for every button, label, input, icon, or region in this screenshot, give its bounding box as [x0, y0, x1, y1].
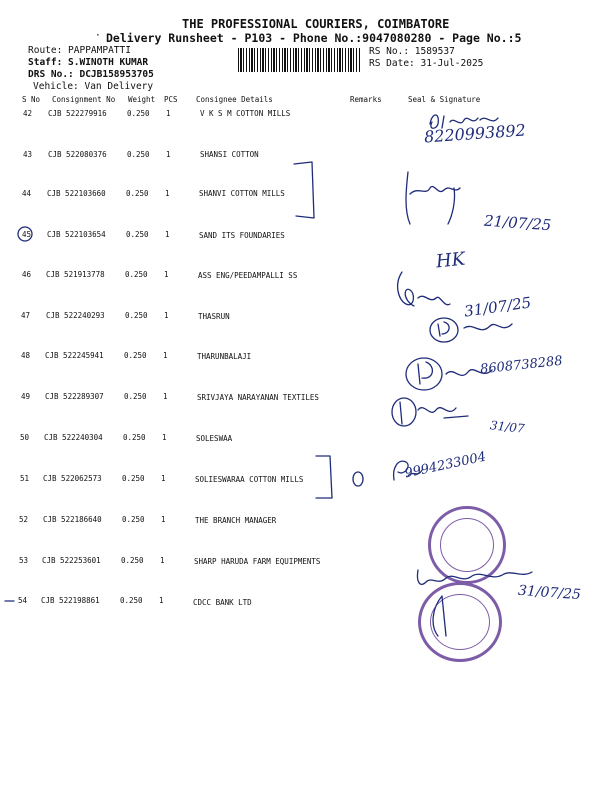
- row-weight: 0.250: [120, 596, 143, 605]
- col-header-sno: S No: [22, 95, 41, 104]
- row-sno: 47: [21, 311, 31, 320]
- drs-number: DRS No.: DCJB158953705: [28, 69, 154, 80]
- row-weight: 0.250: [126, 189, 149, 198]
- row-consignment-no: CJB 522240304: [44, 433, 103, 442]
- row-consignment-no: CJB 522080376: [48, 150, 107, 159]
- col-header-seal: Seal & Signature: [408, 95, 481, 104]
- row-pcs: 1: [160, 556, 165, 565]
- company-title: THE PROFESSIONAL COURIERS, COIMBATORE: [182, 17, 450, 31]
- row-pcs: 1: [164, 311, 169, 320]
- runsheet-subtitle: Delivery Runsheet - P103 - Phone No.:9047080280 - Page No.:5: [106, 31, 522, 45]
- row-consignee: V K S M COTTON MILLS: [200, 109, 291, 118]
- signature-row-44: [400, 166, 480, 230]
- handwritten-date-row-45: 21/07/25: [483, 211, 552, 235]
- row-weight: 0.250: [125, 311, 148, 320]
- handwritten-date-row-53: 31/07/25: [517, 582, 582, 604]
- row-pcs: 1: [159, 596, 164, 605]
- row-pcs: 1: [165, 230, 170, 239]
- row-pcs: 1: [163, 351, 168, 360]
- row-sno: 50: [20, 433, 30, 442]
- row-consignee: ASS ENG/PEEDAMPALLI SS: [198, 271, 298, 280]
- row-sno: 53: [19, 556, 29, 565]
- row-consignment-no: CJB 522103660: [47, 189, 106, 198]
- row-weight: 0.250: [124, 351, 147, 360]
- row-consignee: CDCC BANK LTD: [193, 598, 252, 607]
- row-weight: 0.250: [123, 433, 146, 442]
- row-consignment-no: CJB 522279916: [48, 109, 107, 118]
- handwritten-phone-row-48: 8608738288: [479, 353, 564, 378]
- signature-row-53: [412, 562, 552, 642]
- row-weight: 0.250: [121, 556, 144, 565]
- row-pcs: 1: [165, 189, 170, 198]
- row-consignment-no: CJB 522062573: [43, 474, 102, 483]
- vehicle-label: Vehicle: Van Delivery: [33, 81, 154, 92]
- row-consignment-no: CJB 522289307: [45, 392, 104, 401]
- row-consignment-no: CJB 522198861: [41, 596, 100, 605]
- row-sno: 42: [23, 109, 33, 118]
- col-header-weight: Weight: [128, 95, 156, 104]
- col-header-pcs: PCS: [164, 95, 178, 104]
- row-consignee: SHARP HARUDA FARM EQUIPMENTS: [194, 557, 321, 566]
- row-consignment-no: CJB 522186640: [43, 515, 102, 524]
- row-consignment-no: CJB 522253601: [42, 556, 101, 565]
- row-consignee: THASRUN: [198, 312, 230, 321]
- row-consignee: THARUNBALAJI: [197, 352, 252, 361]
- row-weight: 0.250: [127, 109, 150, 118]
- row-sno: 54: [18, 596, 28, 605]
- row-pcs: 1: [161, 474, 166, 483]
- row-weight: 0.250: [124, 392, 147, 401]
- row-sno: 48: [21, 351, 31, 360]
- row-sno: 49: [21, 392, 31, 401]
- signature-row-49: [388, 392, 478, 432]
- row-pcs: 1: [164, 270, 169, 279]
- header-dot: ·: [95, 30, 101, 41]
- row-45-circle-mark: [14, 223, 38, 245]
- bracket-mark-row-44: [290, 158, 326, 224]
- row-consignee: THE BRANCH MANAGER: [195, 516, 277, 525]
- row-pcs: 1: [166, 109, 171, 118]
- row-pcs: 1: [161, 515, 166, 524]
- handwritten-date-row-49: 31/07: [489, 418, 526, 436]
- rs-date: RS Date: 31-Jul-2025: [369, 58, 484, 69]
- row-sno: 51: [20, 474, 30, 483]
- row-consignment-no: CJB 522240293: [46, 311, 105, 320]
- staff-label: Staff: S.WINOTH KUMAR: [28, 57, 149, 68]
- row-consignee: SOLIESWARAA COTTON MILLS: [195, 475, 304, 484]
- handwritten-date-row-47: 31/07/25: [463, 293, 533, 321]
- row-consignment-no: CJB 521913778: [46, 270, 105, 279]
- row-sno: 43: [23, 150, 33, 159]
- row-consignee: SAND ITS FOUNDARIES: [199, 231, 285, 240]
- row-sno: 45: [22, 230, 32, 239]
- row-weight: 0.250: [126, 230, 149, 239]
- row-consignee: SHANSI COTTON: [200, 150, 259, 159]
- bracket-mark-row-51: [312, 452, 342, 504]
- row-weight: 0.250: [122, 515, 145, 524]
- col-header-remarks: Remarks: [350, 95, 382, 104]
- signature-row-47: [424, 312, 524, 352]
- rs-number: RS No.: 1589537: [369, 46, 455, 57]
- row-consignee: SHANVI COTTON MILLS: [199, 189, 285, 198]
- handwritten-phone-row-42: 8220993892: [423, 120, 527, 147]
- col-header-consignee: Consignee Details: [196, 95, 273, 104]
- row-weight: 0.250: [122, 474, 145, 483]
- row-sno: 46: [22, 270, 32, 279]
- row-54-tick-mark: [4, 598, 16, 604]
- row-sno: 44: [22, 189, 32, 198]
- row-weight: 0.250: [125, 270, 148, 279]
- row-weight: 0.250: [127, 150, 150, 159]
- row-consignment-no: CJB 522103654: [47, 230, 106, 239]
- row-pcs: 1: [166, 150, 171, 159]
- route-label: Route: PAPPAMPATTI: [28, 45, 131, 56]
- barcode-image: [238, 48, 360, 72]
- handwritten-phone-row-51: 9994233004: [403, 449, 488, 482]
- col-header-consignment: Consignment No: [52, 95, 116, 104]
- remark-circle-row-51: [348, 468, 370, 490]
- row-pcs: 1: [162, 433, 167, 442]
- row-consignee: SRIVJAYA NARAYANAN TEXTILES: [197, 393, 319, 402]
- handwritten-note-row-46: HK: [434, 248, 467, 273]
- row-pcs: 1: [163, 392, 168, 401]
- row-consignment-no: CJB 522245941: [45, 351, 104, 360]
- row-consignee: SOLESWAA: [196, 434, 233, 443]
- row-sno: 52: [19, 515, 29, 524]
